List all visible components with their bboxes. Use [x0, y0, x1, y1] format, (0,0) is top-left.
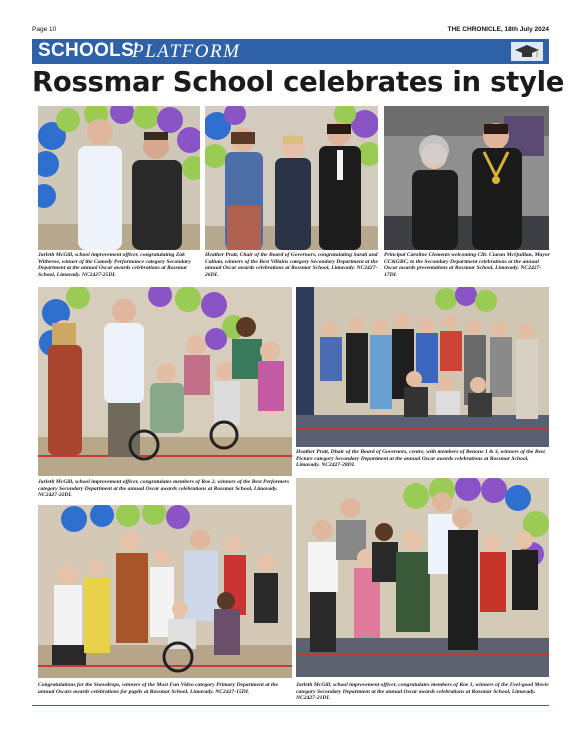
- headline: Rossmar School celebrates in style: [32, 66, 565, 98]
- page-number: Page 10: [32, 26, 57, 33]
- caption-photo-6: Congratulations for the Snowdrops, winners of the Most Fun Video category Primary Department at the annual Oscars awards celebrations for pupils at Rossmar School, Limavady. NC2427-15DL: [38, 682, 279, 695]
- caption-photo-7: Jarleth McGill, school improvement officer, congratulates members of Roe 1, winners of the Feel-good Movie category Secondary Department at the annual Oscar awards celebrations at Rossmar School, Limavady. NC2427-21DL: [296, 682, 549, 702]
- page-header: [32, 24, 549, 36]
- section-word-platform: PLATFORM: [132, 41, 241, 62]
- caption-photo-4: Jarleth McGill, school improvement officer, congratulates members of Roe 2, winners of the Best Performers category Secondary Department at the annual Oscar awards celebrations at Rossmar School, Limavady. NC2427-22DL: [38, 479, 290, 499]
- caption-photo-1: Jarleth McGill, school improvement officer, congratulating Zak Witheroe, winner of the Comedy Performance category Secondary Department at the annual Oscar awards celebrations at Rossmar School, Limavady. NC2427-25DL: [38, 252, 191, 278]
- paper-date: THE CHRONICLE, 18th July 2024: [447, 26, 549, 33]
- section-word-schools: SCHOOLS': [38, 40, 139, 61]
- photo-award-best-performers: [38, 287, 292, 476]
- footer-rule: [32, 705, 549, 706]
- graduation-cap-icon: [511, 42, 543, 61]
- photo-award-comedy: [38, 106, 200, 250]
- photo-award-villains: [205, 106, 378, 250]
- photo-award-best-picture: [296, 287, 549, 447]
- caption-photo-5: Heather Pratt, Dhair of the Board of Governors, centre, with members of Benone 1 & 3, winners of the Best Picture category Secondary Department at the annual Oscar awards celebrations at Rossmar School, Limavady. NC2427-28DL: [296, 449, 545, 469]
- photo-award-feel-good-movie: [296, 478, 549, 677]
- photo-award-most-fun-video: [38, 505, 292, 678]
- caption-photo-3: Principal Caroline Clements welcoming Cllr. Ciaran McQuillan, Mayor CC&GBC, to the Secondary Department celebrations at the annual Oscar awards presentations at Rossmar School, Limavady. NC2427-17DL: [384, 252, 550, 278]
- section-banner: [32, 39, 549, 64]
- caption-photo-2: Heather Pratt, Chair of the Board of Governors, congratulating Sarah and Callum, winners of the Best Villains category Secondary Department at the annual Oscar awards celebrations at Rossmar School, Limavady. NC2427-26DL: [205, 252, 378, 278]
- photo-mayor-welcome: [384, 106, 549, 250]
